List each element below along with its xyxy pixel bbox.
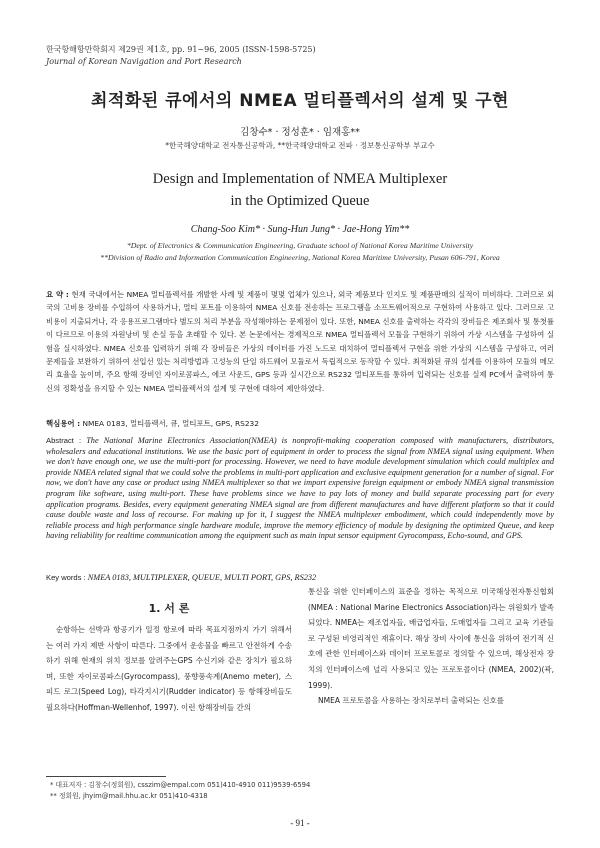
abstract-ko-text: 현재 국내에서는 NMEA 멀티플렉서를 개발한 사례 및 제품이 몇몇 업체가 있으나, 외국 제품보다 인지도 및 제품판매의 실적이 미비하다. 그러므로 외국의 고비용 장비를 수입하여 사용하거나, 멀티 포트를 이용하여 NMEA 신호를 전송하는 프로그램을 소프트웨어적으로 구현하여 사용하고 있다. 그러므로 고비용이 지출되거나, 각 응용프로그램마다 별도의 처리 부분을 작성해야하는 문제점이 있다. 또한, NMEA 신호를 출력하는 각각의 장비들은 제조회사 및 통첫률이 다르므로 이용의 자원낭비 및 손실 등을 초래할 수 있다. 본 논문에서는 경제적으로 NMEA 멀티플렉서 모듈을 구현하기 위하여 가상 시스템을 구성하여 실험을 실시하였다. NMEA 신호를 입력하기 위해 각 장비들은 가상의 데이터를 가진 노드로 대치하여 멀티플렉서 구현을 위한 가상의 시스템을 구성하고, 여러 문제들을 보완하기 위하여 선입선 있는 처리방법과 고성능의 단일 하드웨어 모듈로서 독립적으로 동작할 수 있다. 최적화된 큐의 설계를 이용하여 모듈의 메모리 효율을 높이며, 주요 항해 장비인 자이로콤파스, 에코 사운드, GPS 등과 실시간으로 RS232 멀티포트를 통하여 입력되는 신호를 실제 PC에서 출력하여 통신의 정확성을 유지할 수 있는 NMEA 멀티플렉서의 설계 및 구현에 대하여 제안하였다.: [46, 290, 554, 393]
abstract-en-text: The National Marine Electronics Association(NMEA) is nonprofit-making cooperation composed with manufacturers, distributors, wholesalers and educational institutions. We use the basic port of equipment in order to process the signal from NMEA signal using equipment. When we don't have enough one, we use the multi-port for processing. However, we need to have module development simulation which could multiplex and provide NMEA related signal that we could solve the problems in multi-port application and exclusive equipment generation for a number of signal. For now, we don't have any case or product using NMEA multiplexer so that we import expensive foreign equipment or embody NMEA signal transmission program like software, using multi-port. These have problems since we have to pay lots of money and build separate processing part for every application programs. Besides, every equipment generating NMEA signal are from different manufactures and have different platform so that it could cause double waste and loss of recourse. For making up for it, I suggest the NMEA multiplexer embodiment, which could independently move by reliable process and high performance single hardware module, improve the memory efficiency of module by designing the optimized Queue, and keep having reliability for realtime communication among the equipment such as main input sensor equipment Gyrocompass, Echo-sound, and GPS.: [46, 436, 555, 541]
affiliation-en: [30, 240, 570, 264]
journal-citation-ko: 한국항해항만학회지 제29권 제1호, pp. 91~96, 2005 (ISSN-1598-5725): [46, 45, 316, 54]
authors-ko: 김창수* · 정성훈* · 임재홍**: [240, 127, 360, 138]
footnote-member: ** 정회원, jhyim@mail.hhu.ac.kr 051)410-4318: [50, 792, 208, 800]
section-1-paragraph-2: 통신을 위한 인터페이스의 표준을 정하는 목적으로 미국해상전자통신협회(NMEA : National Marine Electronics Association)라는 위원회가 발족되었다. NMEA는 제조업자들, 배급업자들, 도매업자들 그리고 교육 기관들로 구성된 비영리적인 재휴이다. 해상 장비 사이에 통신을 위하여 전기적 신호에 관한 인터페이스와 데이터 프로토콜로 정의할 수 있으며, 해상전자 장치의 인터페이스에 널리 사용되고 있는 프로토콜이다 (NMEA, 2002)(곽, 1999).: [308, 587, 554, 690]
authors-en: Chang-Soo Kim* · Sung-Hun Jung* · Jae-Hong Yim**: [190, 224, 410, 235]
journal-header: [46, 44, 316, 68]
section-1-title: 1. 서 론: [148, 602, 190, 615]
body-column-right: [308, 584, 554, 709]
footnote-rule: [46, 776, 166, 777]
journal-name-en: Journal of Korean Navigation and Port Research: [46, 57, 242, 66]
paper-title-en-line2: in the Optimized Queue: [230, 193, 370, 209]
keywords-ko-text: NMEA 0183, 멀티플렉서, 큐, 멀티포트, GPS, RS232: [82, 419, 259, 428]
abstract-ko-label: 요 약 :: [46, 290, 69, 299]
footnotes: [50, 780, 550, 802]
keywords-ko: [46, 418, 554, 429]
keywords-ko-label: 핵심용어 :: [46, 419, 81, 428]
page-number: - 91 -: [290, 818, 310, 828]
paper-title-en-line1: Design and Implementation of NMEA Multiplexer: [152, 171, 448, 187]
affiliation-en-2: **Division of Radio and Information Communication Engineering, National Korea Maritime University, Pusan 606-791, Korea: [100, 253, 500, 262]
paper-title-en: [0, 168, 600, 212]
paper-title-ko: 최적화된 큐에서의 NMEA 멀티플렉서의 설계 및 구현: [91, 91, 509, 111]
abstract-ko: [46, 288, 554, 395]
keywords-en: [46, 573, 554, 582]
affiliation-en-1: *Dept. of Electronics & Communication Engineering, Graduate school of National Korea Maritime University: [126, 241, 474, 250]
abstract-en: [46, 436, 554, 542]
footnote-corresponding-author: * 대표저자 : 김창수(정회원), csszim@empal.com 051)410-4910 011)9539-6594: [50, 781, 311, 789]
affiliation-ko: *한국해양대학교 전자통신공학과, **한국해양대학교 전파 · 정보통신공학부 부교수: [165, 141, 435, 150]
keywords-en-text: NMEA 0183, MULTIPLEXER, QUEUE, MULTI PORT, GPS, RS232: [87, 573, 317, 582]
abstract-en-label: Abstract :: [46, 436, 82, 445]
section-1-paragraph-1: 순항하는 선박과 항공기가 일정 항로에 따라 목표지점까지 가기 위해서는 여러 가지 제반 사항이 따른다. 그중에서 운송물을 빠르고 안전하게 수송하기 위해 현재의 위치 정보를 알려주는GPS 수신기와 같은 장치가 필요하며, 또한 자이로콤파스(Gyrocompass), 풍향풍속계(Anemo meter), 스피드 로그(Speed Log), 타각지시기(Rudder indicator) 등 항해장비들도 필요하다(Hoffman-Wellenhof, 1997). 이런 항해장비들 간의: [46, 625, 292, 712]
body-column-left: [46, 622, 292, 716]
keywords-en-label: Key words :: [46, 573, 86, 582]
section-1-paragraph-3: NMEA 프로토콜을 사용하는 장치로부터 출력되는 신호를: [318, 696, 505, 706]
